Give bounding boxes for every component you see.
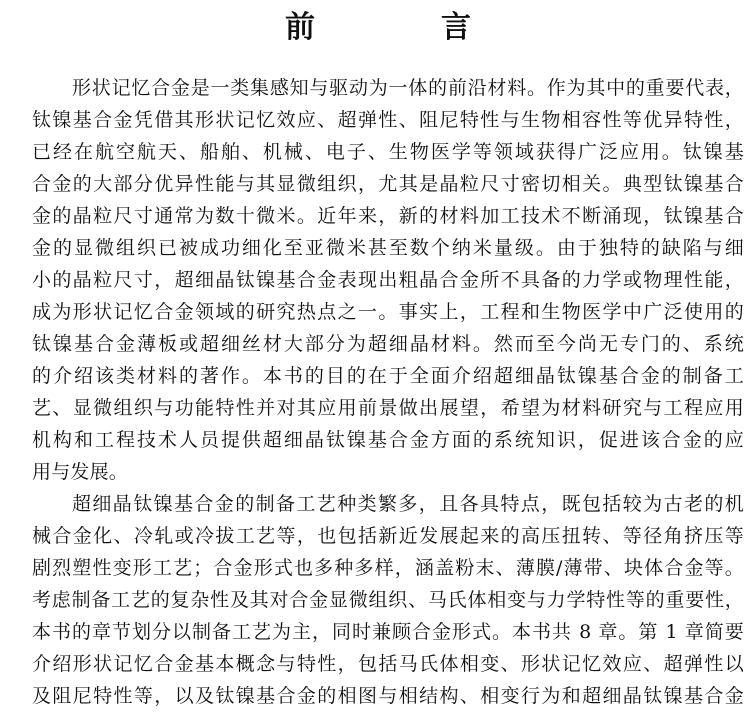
text-line: 小的晶粒尺寸，超细晶钛镍基合金表现出粗晶合金所不具备的力学或物理性能，: [32, 269, 744, 291]
text-line: 金的晶粒尺寸通常为数十微米。近年来，新的材料加工技术不断涌现，钛镍基合: [32, 205, 744, 227]
text-line: 械合金化、冷轧或冷拔工艺等，也包括新近发展起来的高压扭转、等径角挤压等: [32, 525, 744, 547]
text-line: 剧烈塑性变形工艺；合金形式也多种多样，涵盖粉末、薄膜/薄带、块体合金等。: [32, 557, 744, 579]
text-line: 用与发展。: [32, 461, 129, 483]
text-line: 钛镍基合金凭借其形状记忆效应、超弹性、阻尼特性与生物相容性等优异特性，: [32, 109, 744, 131]
text-line: 合金的大部分优异性能与其显微组织，尤其是晶粒尺寸密切相关。典型钛镍基合: [32, 173, 744, 195]
text-line: 形状记忆合金是一类集感知与驱动为一体的前沿材料。作为其中的重要代表，: [72, 77, 744, 99]
text-line: 成为形状记忆合金领域的研究热点之一。事实上，工程和生物医学中广泛使用的: [32, 301, 744, 323]
text-line: 机构和工程技术人员提供超细晶钛镍基合金方面的系统知识，促进该合金的应: [32, 429, 744, 451]
text-line: 钛镍基合金薄板或超细丝材大部分为超细晶材料。然而至今尚无专门的、系统: [32, 333, 744, 355]
text-line: 金的显微组织已被成功细化至亚微米甚至数个纳米量级。由于独特的缺陷与细: [32, 237, 744, 259]
paragraph-2: [32, 488, 744, 712]
paragraph-1: [32, 72, 744, 488]
text-line: 已经在航空航天、船舶、机械、电子、生物医学等领域获得广泛应用。钛镍基: [32, 141, 744, 163]
text-line: 艺、显微组织与功能特性并对其应用前景做出展望，希望为材料研究与工程应用: [32, 397, 744, 419]
body-text: [32, 72, 744, 712]
text-line: 的介绍该类材料的著作。本书的目的在于全面介绍超细晶钛镍基合金的制备工: [32, 365, 744, 387]
text-line: 超细晶钛镍基合金的制备工艺种类繁多，且各具特点，既包括较为古老的机: [72, 493, 744, 515]
page-title: 前 言: [285, 10, 519, 45]
text-line: 及阻尼特性等，以及钛镍基合金的相图与相结构、相变行为和超细晶钛镍基合金: [32, 685, 744, 707]
text-line: 介绍形状记忆合金基本概念与特性，包括马氏体相变、形状记忆效应、超弹性以: [32, 653, 744, 675]
text-line: 考虑制备工艺的复杂性及其对合金显微组织、马氏体相变与力学特性等的重要性，: [32, 589, 744, 611]
text-line: 本书的章节划分以制备工艺为主，同时兼顾合金形式。本书共 8 章。第 1 章简要: [32, 621, 744, 643]
